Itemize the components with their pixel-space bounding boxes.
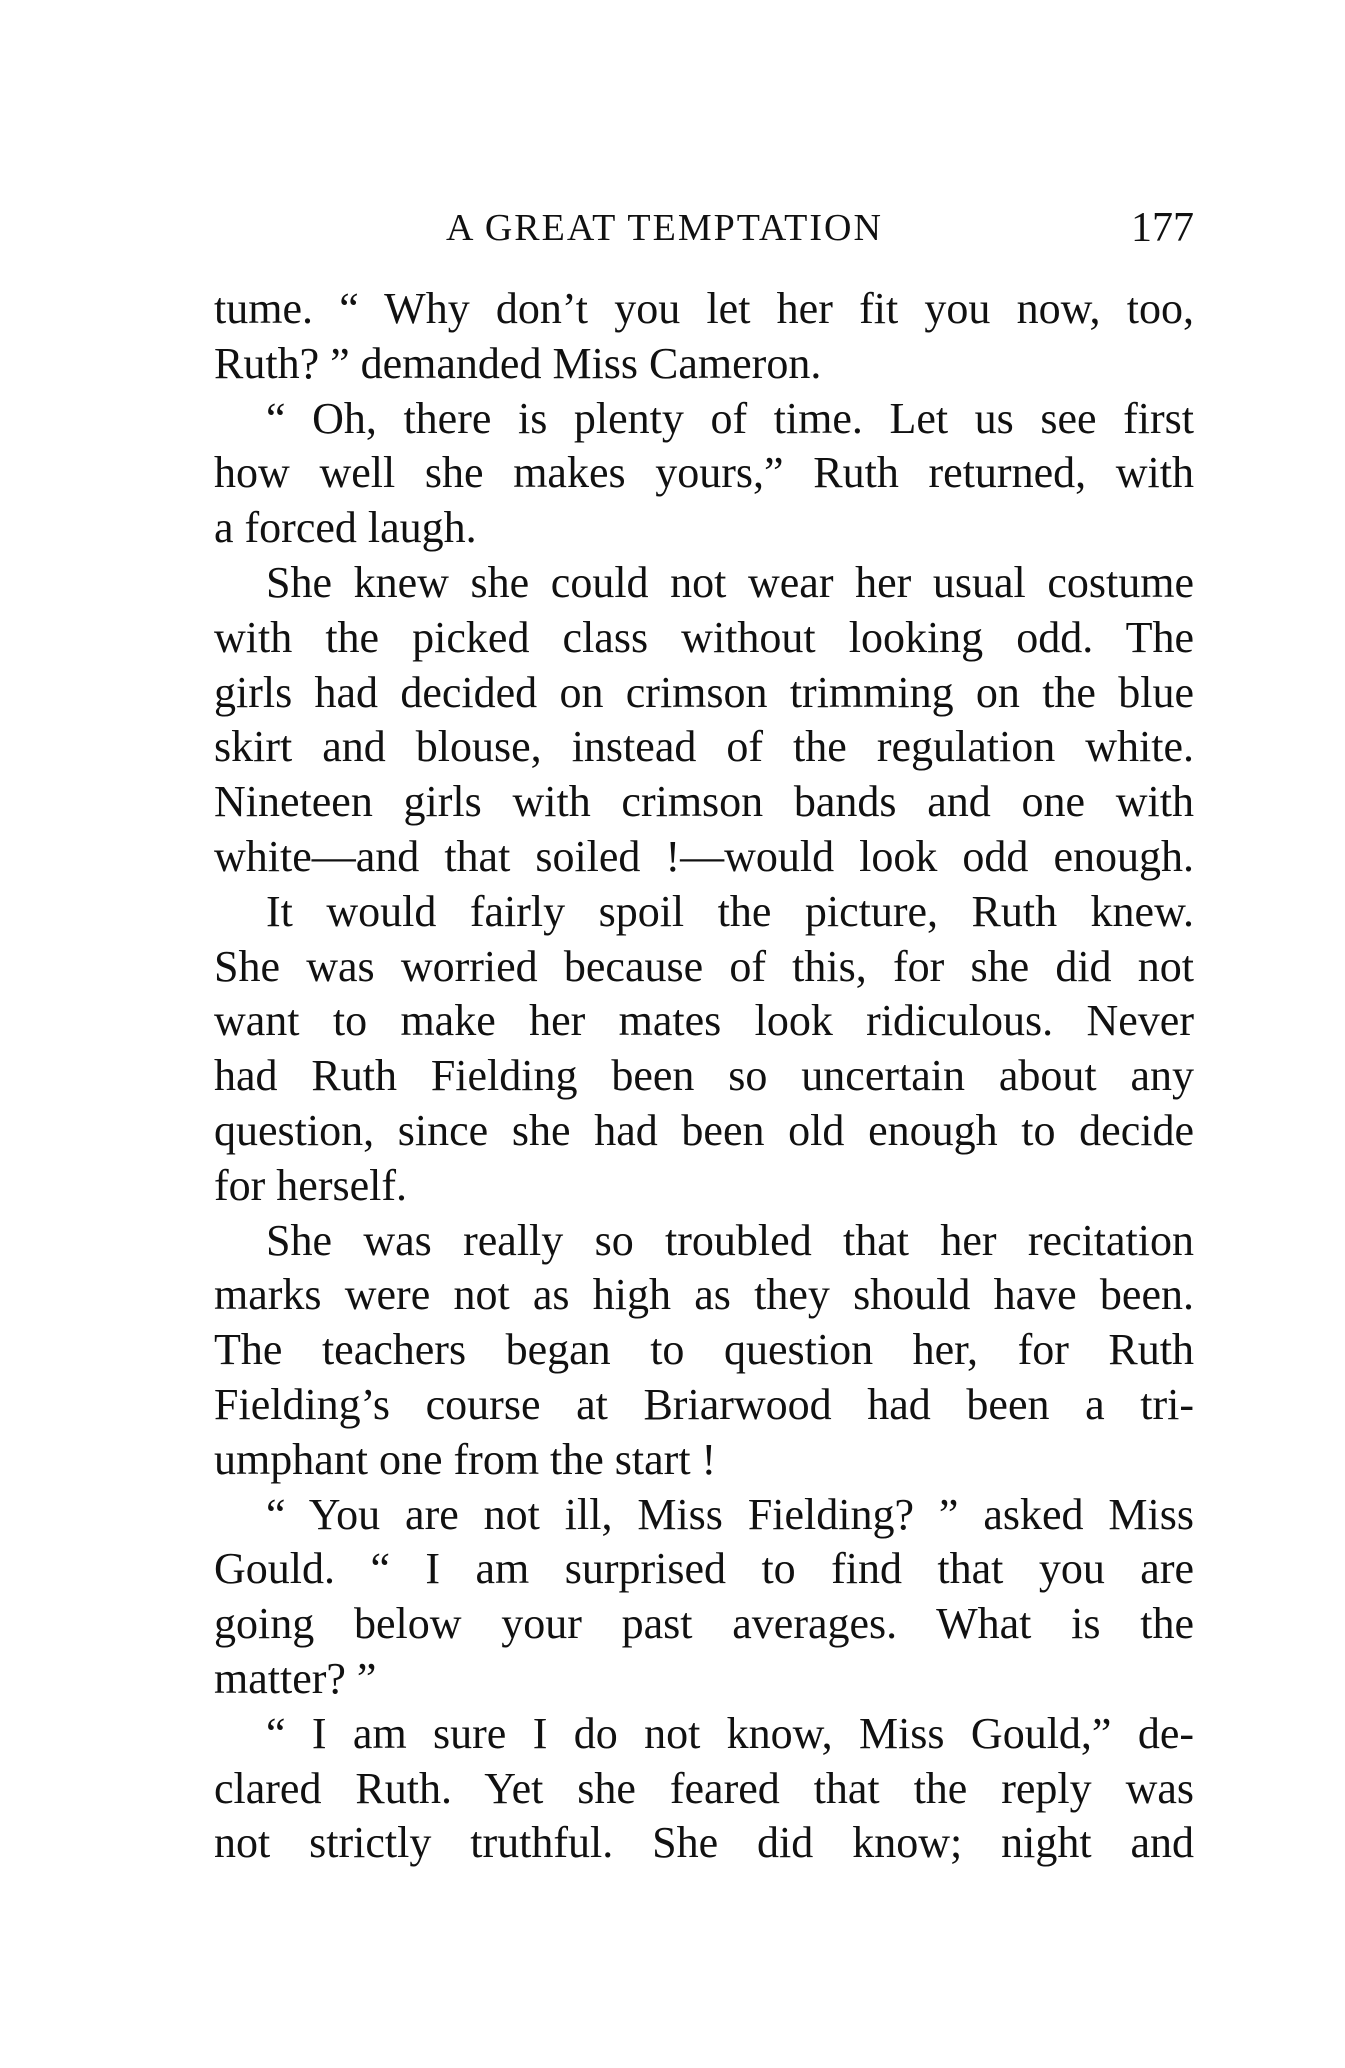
page-number: 177 (1131, 205, 1194, 251)
running-title: A GREAT TEMPTATION (446, 207, 883, 249)
text-line: Fielding’s course at Briarwood had been a tri- (214, 1379, 1194, 1429)
running-head (214, 200, 1194, 260)
text-line: marks were not as high as they should have been. (214, 1270, 1194, 1320)
text-line: skirt and blouse, instead of the regulation white. (214, 722, 1194, 772)
text-line: Gould. “ I am surprised to find that you are (214, 1544, 1194, 1594)
text-line: how well she makes yours,” Ruth returned, with (214, 448, 1194, 498)
body-text (214, 282, 1194, 1871)
text-line: It would fairly spoil the picture, Ruth knew. (266, 886, 1194, 936)
text-line: umphant one from the start ! (214, 1434, 717, 1484)
text-line: a forced laugh. (214, 503, 477, 553)
text-line: The teachers began to question her, for Ruth (214, 1325, 1194, 1375)
text-line: not strictly truthful. She did know; night and (214, 1818, 1194, 1868)
text-line: matter? ” (214, 1653, 377, 1703)
text-line: with the picked class without looking odd. The (214, 612, 1194, 662)
text-line: going below your past averages. What is the (214, 1599, 1194, 1649)
text-line: clared Ruth. Yet she feared that the reply was (214, 1763, 1194, 1813)
text-line: girls had decided on crimson trimming on the blue (214, 667, 1194, 717)
text-line: white—and that soiled !—would look odd enough. (214, 831, 1194, 881)
text-line: “ You are not ill, Miss Fielding? ” asked Miss (266, 1489, 1194, 1539)
text-line: question, since she had been old enough to decide (214, 1105, 1194, 1155)
text-line: want to make her mates look ridiculous. Never (214, 996, 1194, 1046)
text-line: She knew she could not wear her usual costume (266, 557, 1194, 607)
text-line: “ I am sure I do not know, Miss Gould,” de- (266, 1708, 1194, 1758)
text-line: Ruth? ” demanded Miss Cameron. (214, 338, 822, 388)
text-line: “ Oh, there is plenty of time. Let us see first (266, 393, 1194, 443)
text-line: Nineteen girls with crimson bands and one with (214, 777, 1194, 827)
text-line: She was really so troubled that her recitation (266, 1215, 1194, 1265)
text-line: had Ruth Fielding been so uncertain about any (214, 1051, 1194, 1101)
text-line: She was worried because of this, for she did not (214, 941, 1194, 991)
text-line: for herself. (214, 1160, 408, 1210)
text-line: tume. “ Why don’t you let her fit you now, too, (214, 284, 1194, 333)
